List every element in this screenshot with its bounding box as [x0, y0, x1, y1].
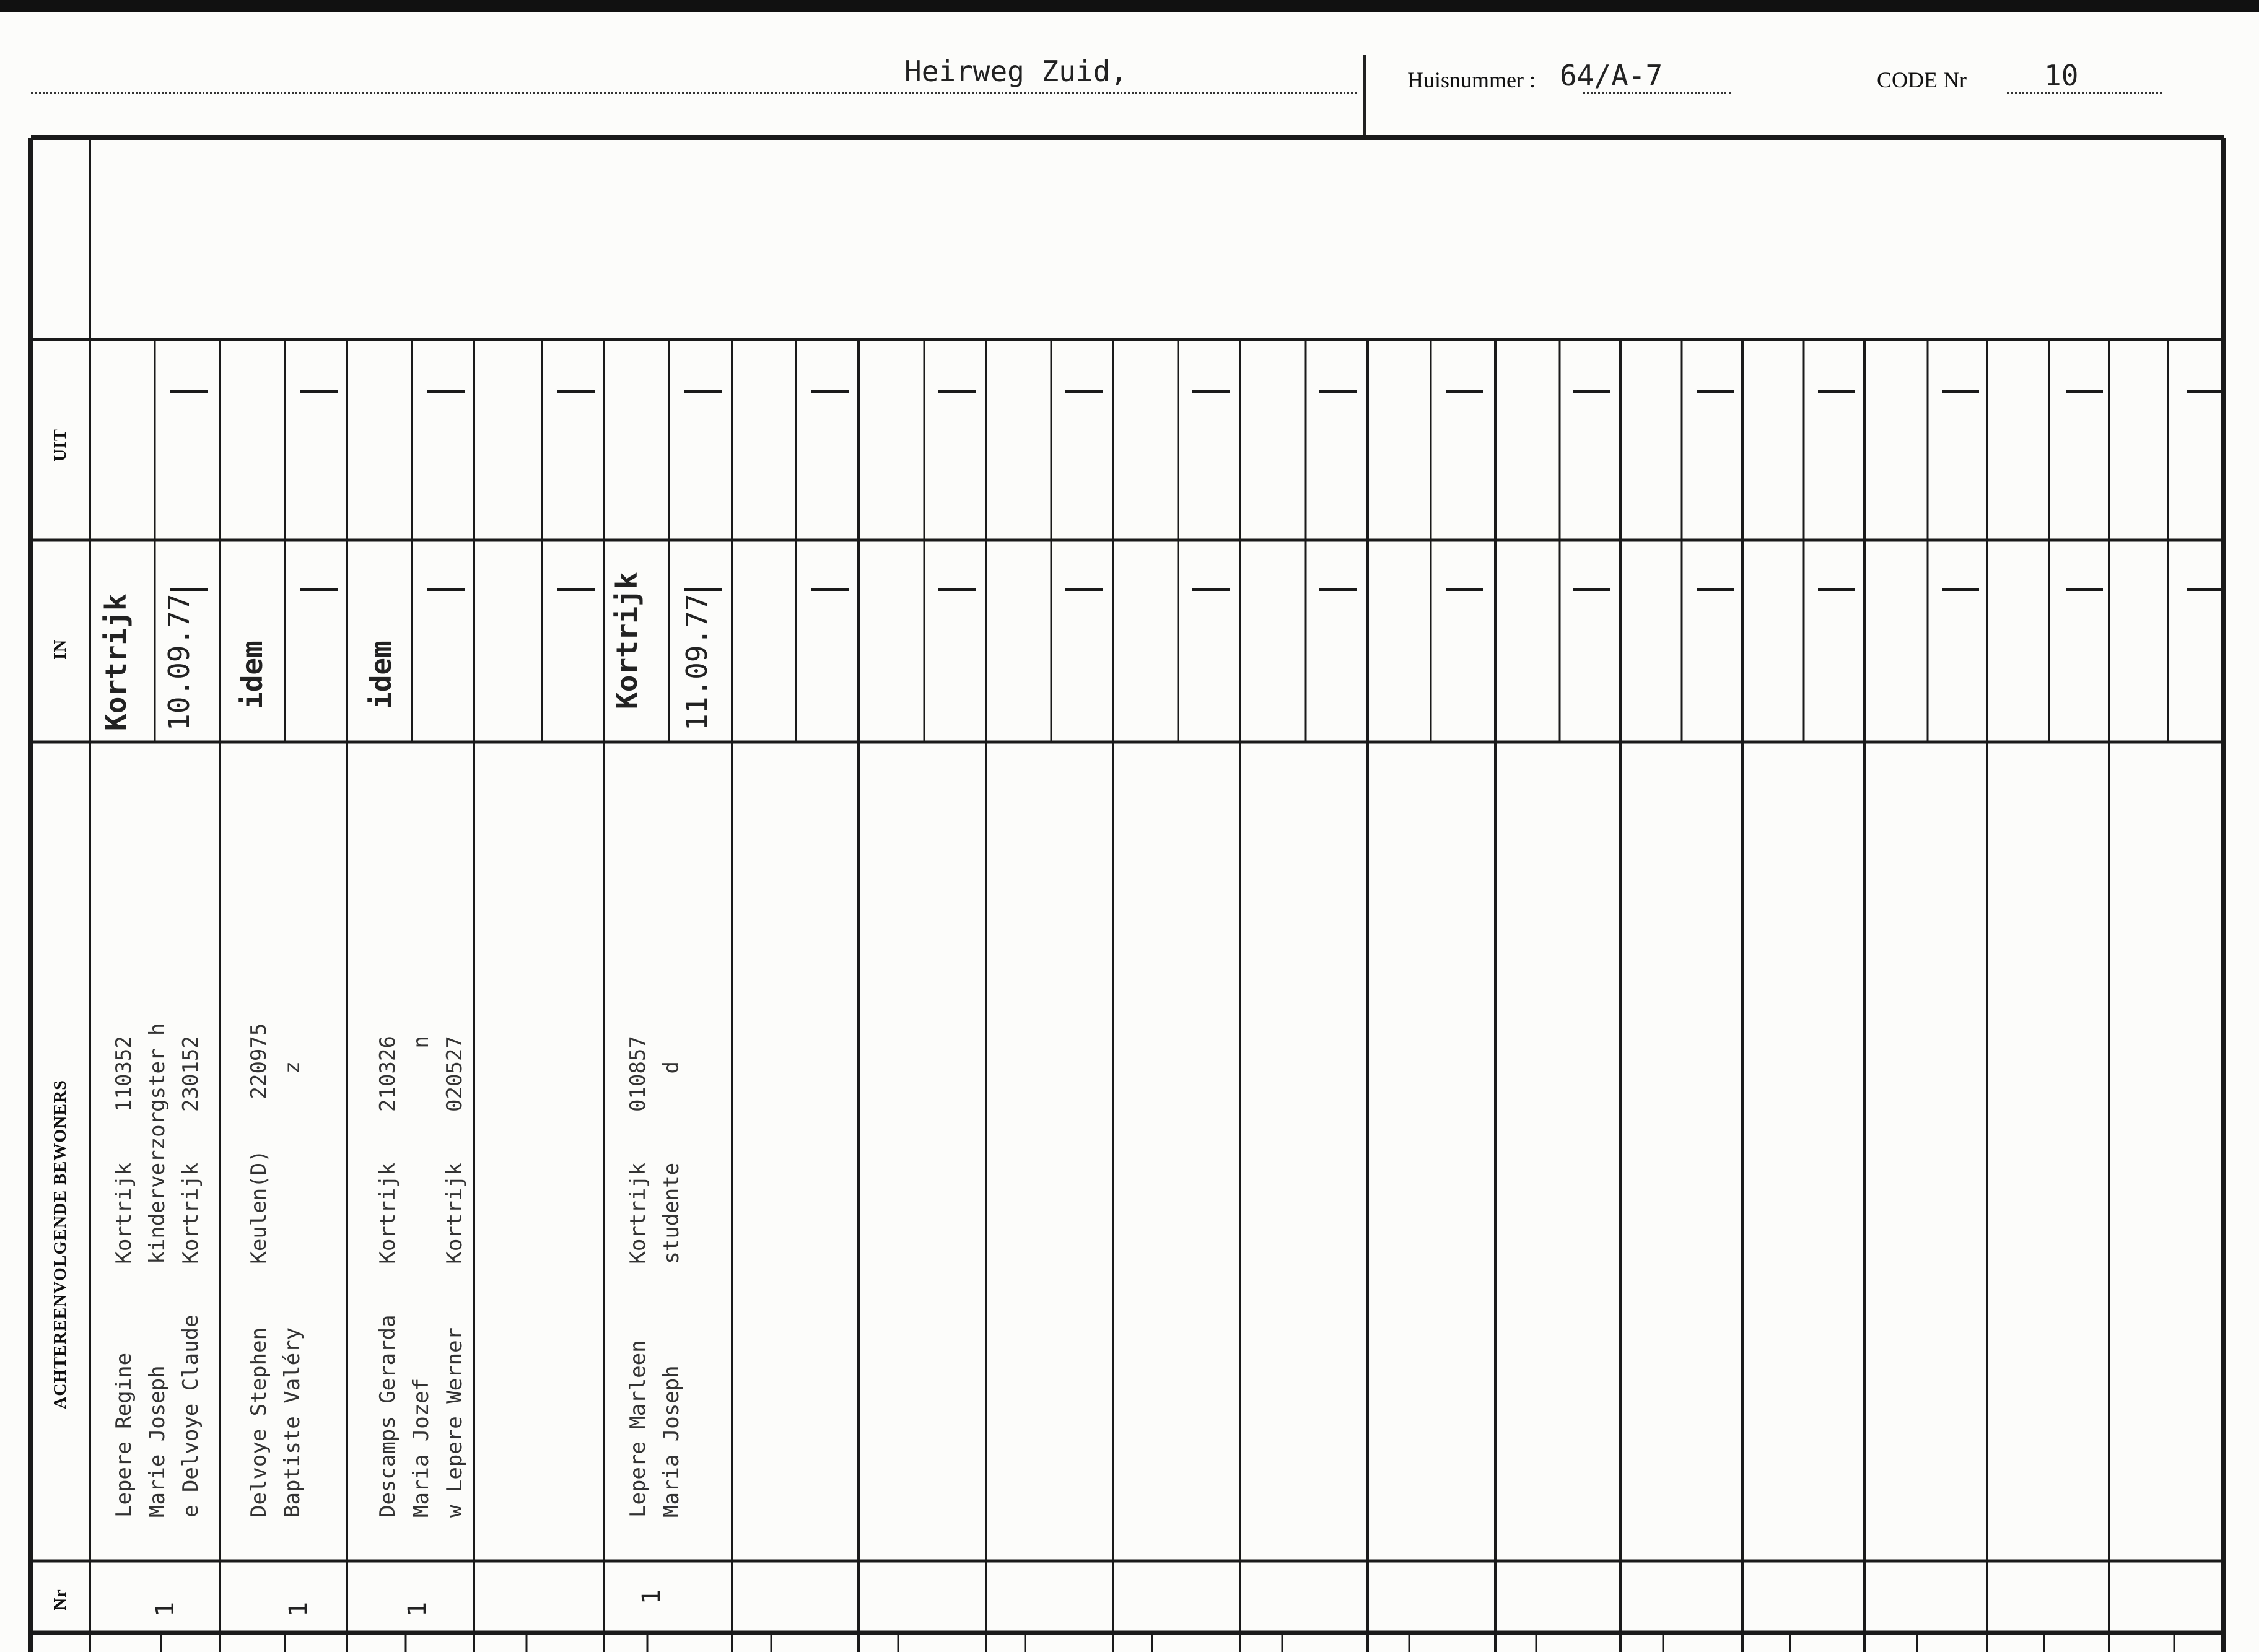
label-bewoners: ACHTEREENVOLGENDE BEWONERS — [51, 1080, 70, 1409]
label-uit: UIT — [51, 429, 70, 461]
label-nr: Nr — [51, 1589, 70, 1610]
entry-5-in-place: Kortrijk — [610, 572, 644, 709]
entry-3-in-place: idem — [364, 640, 398, 709]
street-name: Heirweg Zuid, — [904, 55, 1128, 88]
label-in: IN — [51, 639, 70, 660]
entry-3-nr: 1 — [403, 1601, 432, 1617]
entry-3-line-3: w Lepere Werner Kortrijk 020527 — [442, 1036, 467, 1518]
entry-3-line-2: Maria Jozef n — [409, 1036, 434, 1518]
entry-2-in-place: idem — [235, 640, 269, 709]
code-label: CODE Nr — [1877, 68, 1967, 92]
entry-1-line-1: Lepere Regine Kortrijk 110352 — [111, 1036, 136, 1518]
entry-2-line-2: Baptiste Valéry z — [280, 1061, 305, 1518]
entry-5-line-1: Lepere Marleen Kortrijk 010857 — [626, 1036, 650, 1518]
entry-1-line-2: Marie Joseph kinderverzorgster h — [145, 1023, 170, 1518]
entry-3-line-1: Descamps Gerarda Kortrijk 210326 — [375, 1036, 400, 1518]
entry-1-in-date: 10.09.77 — [162, 593, 196, 731]
huisnummer-label: Huisnummer : — [1407, 68, 1536, 92]
entry-2-nr: 1 — [284, 1601, 313, 1617]
huisnummer-value: 64/A-7 — [1560, 59, 1663, 92]
entry-2-line-1: Delvoye Stephen Keulen(D) 220975 — [247, 1023, 271, 1518]
entry-1-in-place: Kortrijk — [99, 593, 133, 731]
entry-5-nr: 1 — [637, 1589, 666, 1605]
code-value: 10 — [2044, 59, 2079, 92]
entry-1-nr: 1 — [151, 1601, 180, 1617]
entry-5-in-date: 11.09.77 — [680, 593, 714, 731]
entry-1-line-3: e Delvoye Claude Kortrijk 230152 — [178, 1036, 203, 1518]
entry-5-line-2: Maria Joseph studente d — [659, 1061, 684, 1518]
